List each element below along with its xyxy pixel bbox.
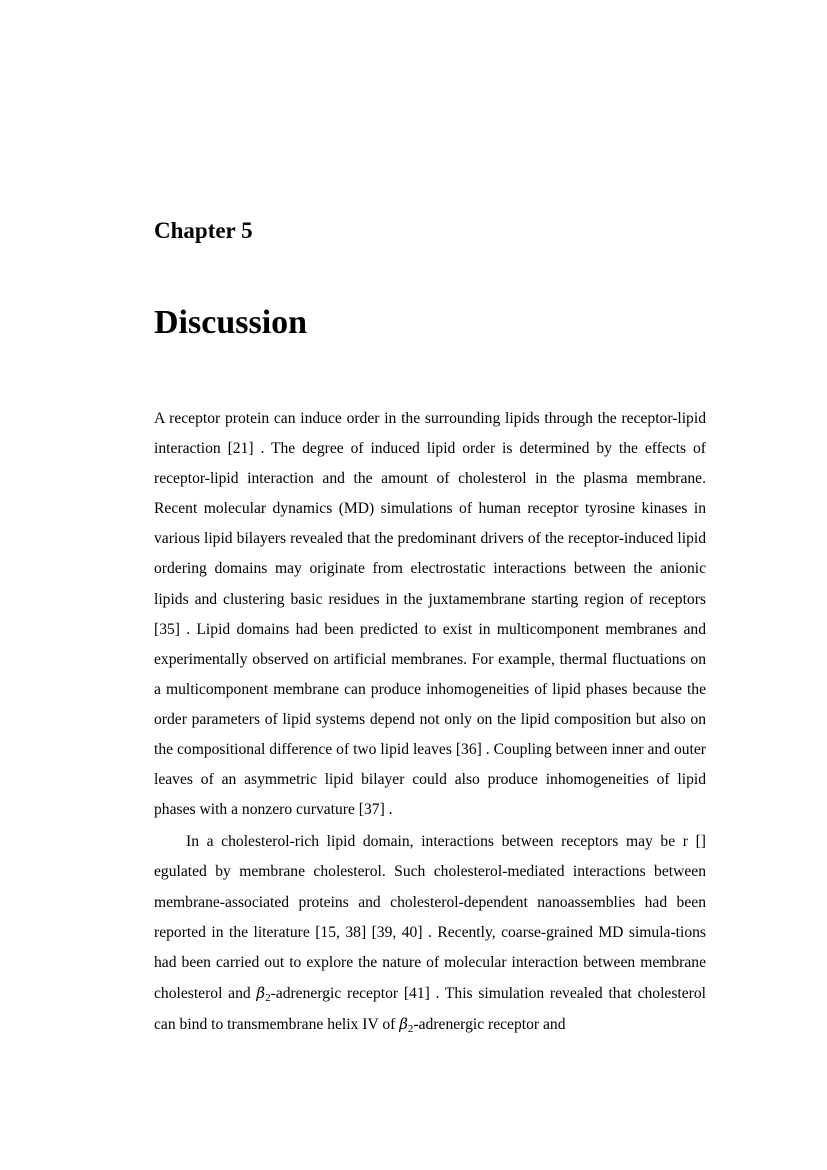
text-segment: -adrenergic receptor and	[413, 1015, 566, 1033]
body-text	[154, 404, 706, 1040]
beta-symbol: β	[399, 1014, 408, 1033]
chapter-label: Chapter 5	[154, 218, 253, 243]
text-segment: -adrenergic receptor [41] . This simulation revealed that cholesterol can bind to transmembrane helix IV of	[154, 984, 706, 1033]
paragraph	[154, 827, 706, 1040]
paragraph: A receptor protein can induce order in the surrounding lipids through the receptor-lipid interaction [21] . The degree of induced lipid order is determined by the effects of receptor-lipid interaction and the amount of cholesterol in the plasma membrane. Recent molecular dynamics (MD) simulations of human receptor tyrosine kinases in various lipid bilayers revealed that the predominant drivers of the receptor-induced lipid ordering domains may originate from electrostatic interactions between the anionic lipids and clustering basic residues in the juxtamembrane starting region of receptors [35] . Lipid domains had been predicted to exist in multicomponent membranes and experimentally observed on artificial membranes. For example, thermal fluctuations on a multicomponent membrane can produce inhomogeneities of lipid phases because the order parameters of lipid systems depend not only on the lipid composition but also on the compositional difference of two lipid leaves [36] . Coupling between inner and outer leaves of an asymmetric lipid bilayer could also produce inhomogeneities of lipid phases with a nonzero curvature [37] .	[154, 410, 706, 819]
chapter-title: Discussion	[154, 304, 308, 341]
beta-symbol: β	[256, 983, 266, 1002]
subscript: 2	[265, 991, 271, 1004]
text-segment: In a cholesterol-rich lipid domain, interactions between receptors may be r [] egulated by membrane cholesterol. Such cholesterol-mediated interactions between membrane-associated proteins and cholesterol-dependent nanoassemblies had been reported in the literature [15, 38] [39, 40] . Recently, coarse-grained MD simula-tions had been carried out to explore the nature of molecular interaction between membrane cholesterol and	[154, 833, 706, 1002]
subscript: 2	[407, 1022, 414, 1035]
